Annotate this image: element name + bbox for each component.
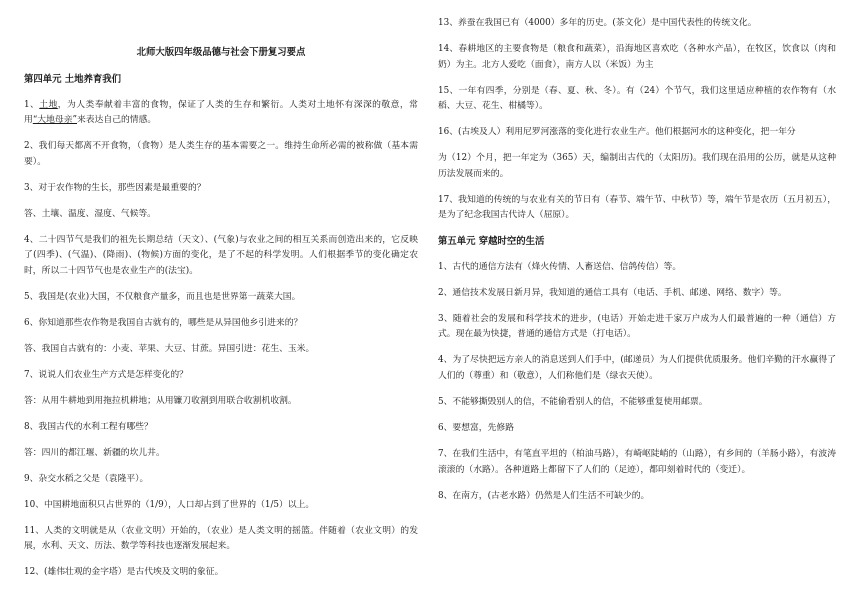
item-13: 13、养蚕在我国已有（4000）多年的历史。(茶文化）是中国代表性的传统文化。	[438, 18, 757, 28]
unit5-item-3: 3、随着社会的发展和科学技术的进步，(电话）开始走进千家万户成为人们最普遍的一种（通信）方式。现在最为快捷，普通的通信方式是（打电话）。	[438, 313, 836, 340]
unit5-item-5: 5、不能够撕毁别人的信，不能偷看别人的信，不能够重复使用邮票。	[438, 397, 708, 407]
item-8: 8、我国古代的水利工程有哪些？	[24, 421, 153, 432]
unit5-item-7: 7、在我们生活中，有笔直平坦的（柏油马路），有崎岖陡峭的（山路），有乡间的（羊肠小路），有波涛滚滚的（水路）。各种道路上都留下了人们的（足迹），都印刻着时代的（变迁）。	[438, 448, 836, 475]
unit5-item-2: 2、通信技术发展日新月异，我知道的通信工具有（电话、手机、邮递、网络、数字）等。	[438, 287, 787, 298]
item-3-answer: 答、土壤、温度、湿度、气候等。	[24, 208, 156, 219]
item-2: 2、我们每天都离不开食物，（食物）是人类生存的基本需要之一。维持生命所必需的被称做（基本需要）。	[24, 141, 418, 167]
item-16-continued: 为（12）个月，把一年定为（365）天，编制出古代的（太阳历)。我们现在沿用的公历，就是从这种历法发展而来的。	[438, 153, 836, 179]
item-7: 7、说说人们农业生产方式是怎样变化的？	[24, 369, 188, 380]
document-title: 北师大版四年级品德与社会下册复习要点	[136, 47, 306, 58]
item-8-answer: 答：四川的都江堰、新疆的坎儿井。	[24, 447, 165, 458]
item-11: 11、人类的文明就是从（农业文明）开始的，（农业）是人类文明的摇篮。伴随着（农业文明）的发展，水利、天文、历法、数学等科技也逐渐发展起来。	[24, 525, 418, 552]
unit5-item-4: 4、为了尽快把远方亲人的消息送到人们手中，(邮递员）为人们提供优质服务。他们辛勤的汗水赢得了人们的（尊重）和（敬意），人们称他们是（绿衣天使）。	[438, 355, 836, 382]
item-1-num: 1、	[24, 99, 40, 110]
right-column	[438, 16, 836, 515]
item-6-answer: 答、我国自古就有的：小麦、苹果、大豆、甘蔗。异国引进：花生、玉米。	[24, 343, 315, 354]
item-7-answer: 答：从用牛耕地到用拖拉机耕地；从用镰刀收割到用联合收割机收割。	[24, 395, 297, 406]
item-1-text-b: 来表达自己的情感。	[77, 115, 157, 126]
item-15: 15、一年有四季，分别是（春、夏、秋、冬）。有（24）个节气，我们这里适应种植的农作物有（水稻、大豆、花生、柑橘等）。	[438, 85, 836, 112]
item-12: 12、(雄伟壮观的金字塔）是古代埃及文明的象征。	[24, 567, 224, 578]
item-14: 14、春耕地区的主要食物是（粮食和蔬菜），沿海地区喜欢吃（各种水产品），在牧区，饮食以（肉和奶）为主。北方人爱吃（面食），南方人以（米饭）为主	[438, 43, 836, 70]
item-1-text-a: ，为人类奉献着丰富的食物，保证了人类的生存和繁衍。人类对土地怀有深深的敬意，常用	[24, 99, 418, 126]
item-9: 9、杂交水稻之父是（袁隆平）。	[24, 473, 149, 484]
item-4: 4、二十四节气是我们的祖先长期总结（天文）、(气象)与农业之间的相互关系而创造出来的，它反映了(四季)、(气温)、(降雨)、(物候)方面的变化，是了不起的科学发明。人们根据季节的变化确定农时，所以二十四节气也是农业生产的(法宝)。	[24, 234, 418, 276]
left-column	[24, 72, 418, 591]
unit5-item-6: 6、要想富，先修路	[438, 422, 514, 433]
item-6: 6、你知道那些农作物是我国自古就有的，哪些是从异国他乡引进来的？	[24, 317, 303, 328]
item-17: 17、我知道的传统的与农业有关的节日有（春节、端午节、中秋节）等，端午节是农历（五月初五），是为了纪念我国古代诗人（屈原）。	[438, 194, 836, 221]
unit5-item-1: 1、古代的通信方法有（烽火传情、人畜送信、信鸽传信）等。	[438, 261, 682, 272]
unit5-heading: 第五单元 穿越时空的生活	[438, 236, 545, 248]
item-5: 5、我国是(农业)大国，不仅粮食产量多，而且也是世界第一蔬菜大国。	[24, 291, 301, 302]
item-3: 3、对于农作物的生长，那些因素是最重要的？	[24, 182, 206, 193]
item-10: 10、中国耕地面积只占世界的（1/9），人口却占到了世界的（1/5）以上。	[24, 499, 315, 510]
unit5-item-8: 8、在南方，(古老水路）仍然是人们生活不可缺少的。	[438, 490, 650, 501]
item-1	[24, 98, 418, 129]
item-16: 16、(古埃及人）利用尼罗河涨落的变化进行农业生产。他们根据河水的这种变化，把一年分	[438, 127, 796, 138]
unit4-heading: 第四单元 土地养育我们	[24, 74, 122, 85]
item-1-underline-mother: “大地母亲”	[32, 115, 77, 126]
item-1-underline-land: 土地	[39, 99, 58, 110]
